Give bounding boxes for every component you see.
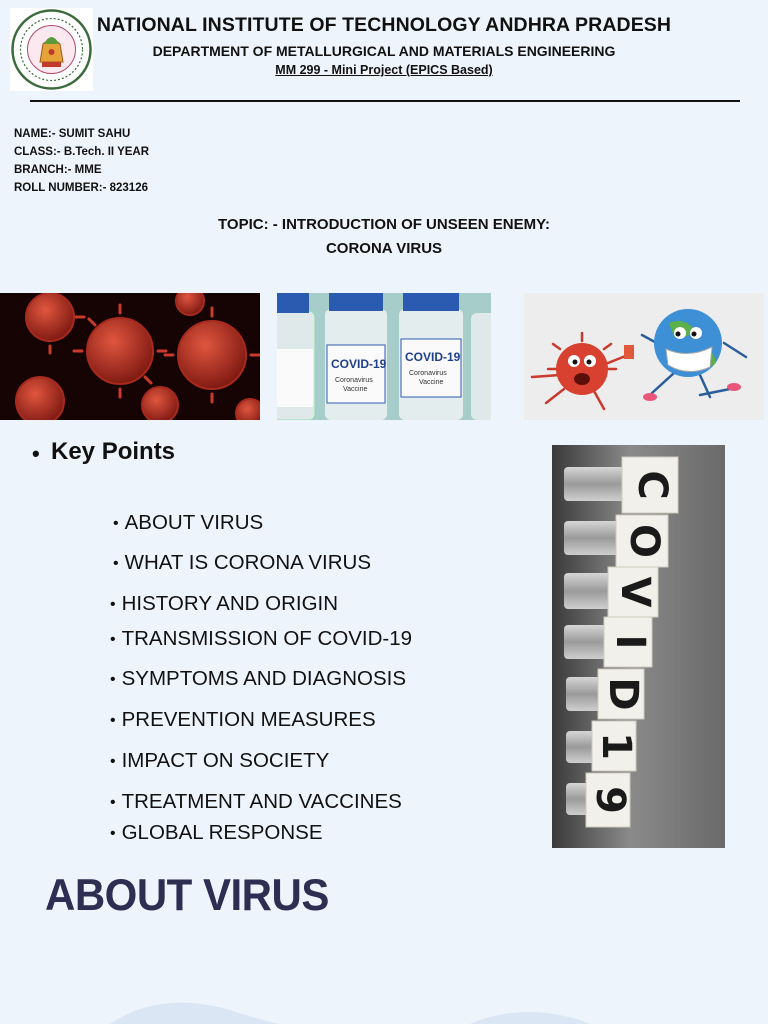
list-item: • PREVENTION MEASURES (110, 708, 376, 731)
section-heading: ABOUT VIRUS (45, 870, 329, 920)
list-item-label: HISTORY AND ORIGIN (121, 592, 339, 615)
department-name: DEPARTMENT OF METALLURGICAL AND MATERIALS ENGINEERING (152, 43, 616, 59)
list-item: • ABOUT VIRUS (113, 511, 264, 534)
list-item: • TREATMENT AND VACCINES (110, 790, 402, 813)
student-branch: BRANCH:- MME (14, 164, 102, 176)
covid19-blocks-image (552, 445, 725, 848)
topic-line-1: TOPIC: - INTRODUCTION OF UNSEEN ENEMY: (218, 216, 550, 233)
block-letter-i: I (607, 634, 653, 650)
block-letter-o: O (621, 523, 667, 559)
list-item-label: PREVENTION MEASURES (121, 708, 376, 731)
vaccine-sub-1: Coronavirus (335, 377, 373, 384)
globe-cartoon-icon (524, 293, 764, 420)
vaccine-label-1: COVID-19 (331, 357, 387, 371)
student-roll: ROLL NUMBER:- 823126 (14, 182, 148, 194)
course-title: MM 299 - Mini Project (EPICS Based) (275, 63, 493, 77)
key-points-title: Key Points (51, 438, 176, 465)
block-letter-d: D (600, 677, 646, 711)
decorative-wave (0, 990, 768, 1024)
list-item: • GLOBAL RESPONSE (110, 821, 323, 844)
vaccine-icon (277, 293, 491, 420)
list-item: • TRANSMISSION OF COVID-19 (110, 627, 413, 650)
list-item-label: GLOBAL RESPONSE (121, 821, 323, 844)
topic-line-2: CORONA VIRUS (325, 240, 443, 257)
list-item-label: IMPACT ON SOCIETY (121, 749, 330, 772)
vaccine-vials-image (277, 293, 491, 420)
list-item-label: TREATMENT AND VACCINES (121, 790, 402, 813)
vaccine-sub-4: Vaccine (419, 379, 444, 386)
block-digit-9: 9 (587, 786, 633, 814)
list-item: • WHAT IS CORONA VIRUS (113, 551, 372, 574)
institute-name: NATIONAL INSTITUTE OF TECHNOLOGY ANDHRA PRADESH (96, 14, 672, 36)
block-letter-c: C (629, 470, 675, 500)
list-item: • HISTORY AND ORIGIN (110, 592, 339, 615)
list-item-label: WHAT IS CORONA VIRUS (124, 551, 372, 574)
list-item: • IMPACT ON SOCIETY (110, 749, 330, 772)
vaccine-label-2: COVID-19 (405, 350, 461, 364)
list-item: • SYMPTOMS AND DIAGNOSIS (110, 667, 407, 690)
student-class: CLASS:- B.Tech. II YEAR (14, 146, 150, 158)
block-digit-1: 1 (593, 732, 639, 760)
virus-chasing-globe-image (524, 293, 764, 420)
list-item-label: SYMPTOMS AND DIAGNOSIS (121, 667, 407, 690)
key-points-bullet: • (32, 441, 40, 466)
letter-blocks-icon (552, 445, 725, 848)
header-divider (30, 100, 740, 102)
vaccine-sub-3: Coronavirus (409, 370, 447, 377)
vaccine-sub-2: Vaccine (343, 386, 368, 393)
student-name: NAME:- SUMIT SAHU (14, 128, 131, 140)
virus-icon (0, 293, 260, 420)
list-item-label: TRANSMISSION OF COVID-19 (121, 627, 413, 650)
virus-particles-image (0, 293, 260, 420)
block-letter-v: V (612, 576, 658, 608)
list-item-label: ABOUT VIRUS (124, 511, 264, 534)
